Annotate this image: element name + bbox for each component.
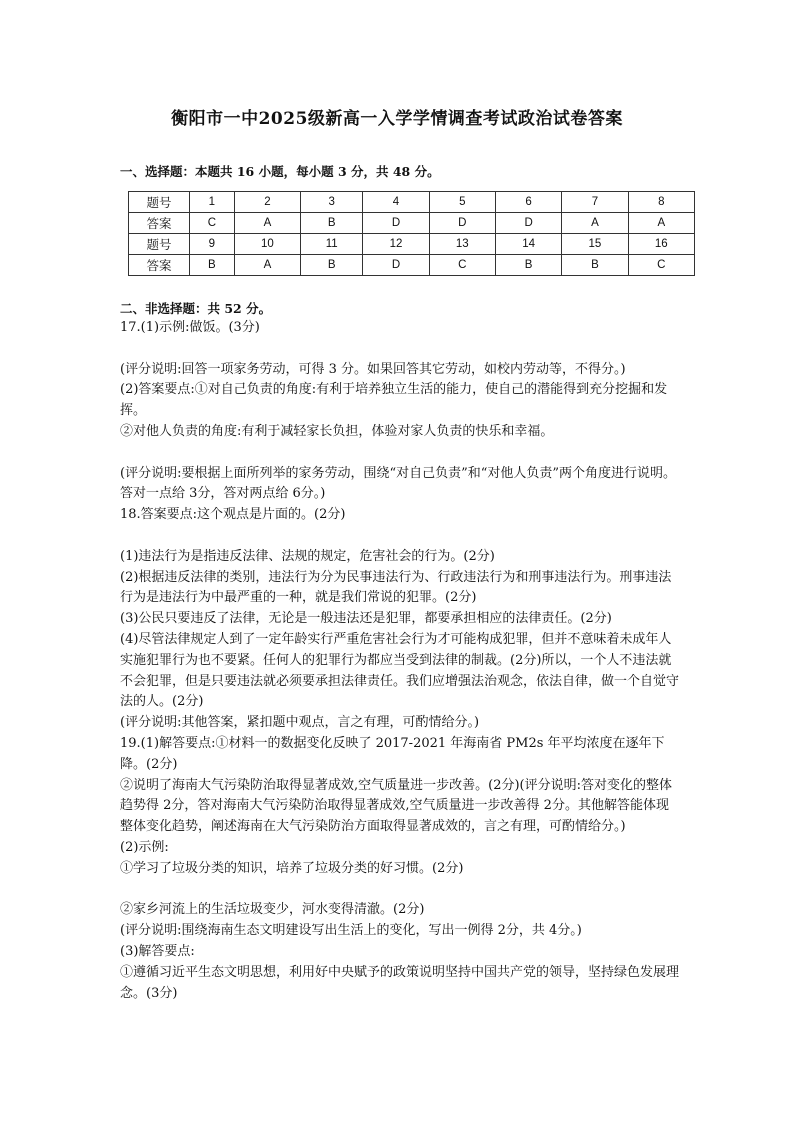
table-row-label: 题号 — [129, 192, 190, 213]
paragraph: ②家乡河流上的生活垃圾变少，河水变得清澈。(2分) — [120, 902, 425, 918]
paragraph: (评分说明:其他答案，紧扣题中观点，言之有理，可酌情给分。) — [120, 715, 480, 731]
table-row — [129, 234, 695, 255]
table-cell: C — [429, 255, 495, 276]
table-row-label: 答案 — [129, 213, 190, 234]
table-cell: 16 — [628, 234, 694, 255]
table-cell: B — [301, 213, 363, 234]
table-row-label: 题号 — [129, 234, 190, 255]
table-cell: C — [628, 255, 694, 276]
table-cell: C — [190, 213, 235, 234]
table-cell: B — [301, 255, 363, 276]
paragraph: (2)根据违反法律的类别，违法行为分为民事违法行为、行政违法行为和刑事违法行为。刑事违法行为是违法行为中最严重的一种，就是我们常说的犯罪。(2分) — [120, 569, 672, 606]
table-row — [129, 213, 695, 234]
table-cell: 15 — [562, 234, 628, 255]
table-cell: 4 — [363, 192, 429, 213]
table-cell: A — [562, 213, 628, 234]
section-2-heading: 二、非选择题：共 52 分。 — [120, 301, 272, 316]
table-cell: D — [363, 213, 429, 234]
table-cell: B — [562, 255, 628, 276]
paragraph: ②说明了海南大气污染防治取得显著成效,空气质量进一步改善。(2分)(评分说明:答对变化的整体趋势得 2分，答对海南大气污染防治取得显著成效,空气质量进一步改善得 2分。其他解答能体现整体变化趋势，阐述海南在大气污染防治方面取得显著成效的，言之有理，可酌情给分。) — [120, 777, 672, 835]
paragraph: (4)尽管法律规定人到了一定年龄实行严重危害社会行为才可能构成犯罪，但并不意味着未成年人实施犯罪行为也不要紧。任何人的犯罪行为都应当受到法律的制裁。(2分)所以，一个人不违法就不会犯罪，但是只要违法就必须要承担法律责任。我们应增强法治观念，依法自律，做一个自觉守法的人。(2分) — [120, 631, 680, 710]
paragraph: (评分说明:要根据上面所列举的家务劳动，围绕“对自己负责”和“对他人负责”两个角度进行说明。答对一点给 3分，答对两点给 6分。) — [120, 465, 677, 502]
table-cell: 12 — [363, 234, 429, 255]
paragraph: (2)示例: — [120, 839, 169, 855]
paragraph: 19.(1)解答要点:①材料一的数据变化反映了 2017-2021 年海南省 PM2s 年平均浓度在逐年下降。(2分) — [120, 735, 665, 772]
table-cell: B — [190, 255, 235, 276]
paragraph: (评分说明:回答一项家务劳动，可得 3 分。如果回答其它劳动，如校内劳动等，不得分。) — [120, 361, 626, 377]
table-cell: 2 — [234, 192, 300, 213]
paragraph: 18.答案要点:这个观点是片面的。(2分) — [120, 507, 346, 523]
paragraph: (3)公民只要违反了法律，无论是一般违法还是犯罪，都要承担相应的法律责任。(2分) — [120, 611, 612, 627]
table-row — [129, 255, 695, 276]
table-cell: 7 — [562, 192, 628, 213]
table-cell: D — [363, 255, 429, 276]
paragraph: (评分说明:围绕海南生态文明建设写出生活上的变化，写出一例得 2分，共 4分。) — [120, 923, 582, 939]
table-cell: 11 — [301, 234, 363, 255]
table-cell: D — [495, 213, 561, 234]
table-cell: A — [234, 255, 300, 276]
table-cell: 6 — [495, 192, 561, 213]
table-cell: 14 — [495, 234, 561, 255]
paragraph: ①学习了垃圾分类的知识，培养了垃圾分类的好习惯。(2分) — [120, 860, 464, 876]
table-cell: 13 — [429, 234, 495, 255]
paragraph: 17.(1)示例:做饭。(3分) — [120, 320, 260, 335]
table-cell: A — [234, 213, 300, 234]
paragraph: (3)解答要点: — [120, 943, 195, 959]
table-cell: D — [429, 213, 495, 234]
table-cell: B — [495, 255, 561, 276]
table-cell: 8 — [628, 192, 694, 213]
paragraph: ②对他人负责的角度:有利于减轻家长负担，体验对家人负责的快乐和幸福。 — [120, 423, 554, 439]
table-cell: 1 — [190, 192, 235, 213]
answer-table — [128, 191, 695, 276]
paragraph: (2)答案要点:①对自己负责的角度:有利于培养独立生活的能力，使自己的潜能得到充分挖掘和发挥。 — [120, 382, 668, 419]
table-cell: A — [628, 213, 694, 234]
section-1-heading: 一、选择题：本题共 16 小题，每小题 3 分，共 48 分。 — [120, 164, 440, 179]
table-cell: 5 — [429, 192, 495, 213]
answer-body — [120, 318, 680, 1004]
table-cell: 10 — [234, 234, 300, 255]
page-title: 衡阳市一中2025级新高一入学学情调查考试政治试卷答案 — [171, 109, 623, 129]
paragraph: (1)违法行为是指违反法律、法规的规定，危害社会的行为。(2分) — [120, 548, 495, 564]
paragraph: ①遵循习近平生态文明思想，利用好中央赋予的政策说明坚持中国共产党的领导，坚持绿色发展理念。(3分) — [120, 964, 680, 1001]
table-cell: 3 — [301, 192, 363, 213]
table-row-label: 答案 — [129, 255, 190, 276]
table-cell: 9 — [190, 234, 235, 255]
table-row — [129, 192, 695, 213]
